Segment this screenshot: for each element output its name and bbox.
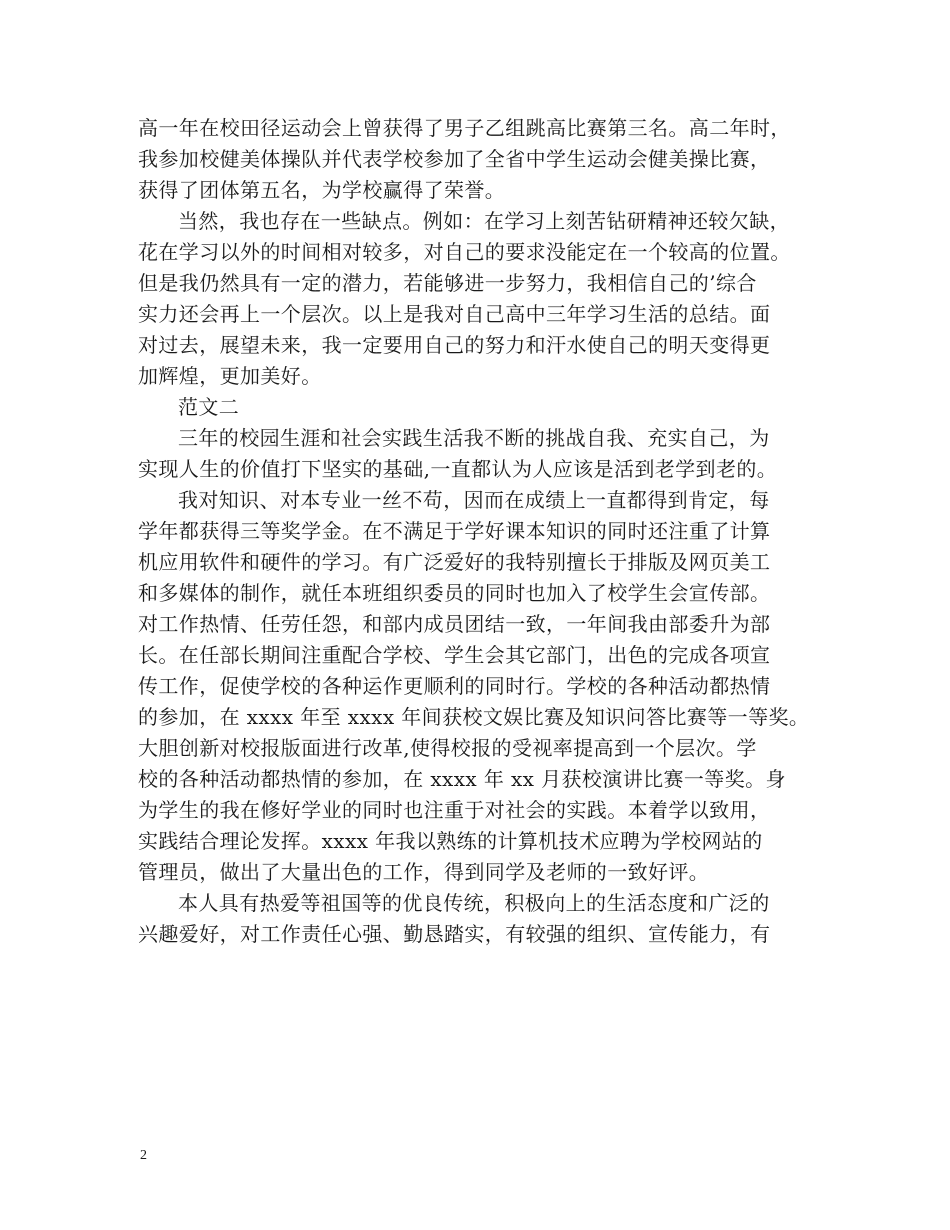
text-line: 我对知识、对本专业一丝不苟，因而在成绩上一直都得到肯定，每 <box>178 488 770 512</box>
text-line: 高一年在校田径运动会上曾获得了男子乙组跳高比赛第三名。高二年时， <box>138 116 791 140</box>
text-line: 实现人生的价值打下坚实的基础,一直都认为人应该是活到老学到老的。 <box>138 457 778 481</box>
text-line: 花在学习以外的时间相对较多，对自己的要求没能定在一个较高的位置。 <box>138 240 791 264</box>
text-line: 实力还会再上一个层次。以上是我对自己高中三年学习生活的总结。面 <box>138 302 771 326</box>
text-line: 我参加校健美体操队并代表学校参加了全省中学生运动会健美操比赛， <box>138 147 771 171</box>
text-line: 传工作，促使学校的各种运作更顺利的同时行。学校的各种活动都热情 <box>138 674 771 698</box>
text-line: 管理员，做出了大量出色的工作，得到同学及老师的一致好评。 <box>138 860 710 884</box>
page-number: 2 <box>140 1148 147 1163</box>
text-line: 学年都获得三等奖学金。在不满足于学好课本知识的同时还注重了计算 <box>138 519 771 543</box>
text-line: 兴趣爱好，对工作责任心强、勤恳踏实，有较强的组织、宣传能力，有 <box>138 922 771 946</box>
text-line: 对过去，展望未来，我一定要用自己的努力和汗水使自己的明天变得更 <box>138 333 771 357</box>
text-line: 获得了团体第五名，为学校赢得了荣誉。 <box>138 178 506 202</box>
text-line: 和多媒体的制作，就任本班组织委员的同时也加入了校学生会宣传部。 <box>138 581 771 605</box>
text-line: 对工作热情、任劳任怨，和部内成员团结一致，一年间我由部委升为部 <box>138 612 771 636</box>
text-line: 本人具有热爱等祖国等的优良传统，积极向上的生活态度和广泛的 <box>178 891 770 915</box>
text-line: 加辉煌，更加美好。 <box>138 364 322 388</box>
text-line: 的参加，在 xxxx 年至 xxxx 年间获校文娱比赛及知识问答比赛等一等奖。 <box>138 705 810 729</box>
text-line: 长。在任部长期间注重配合学校、学生会其它部门，出色的完成各项宣 <box>138 643 771 667</box>
text-line: 机应用软件和硬件的学习。有广泛爱好的我特别擅长于排版及网页美工 <box>138 550 771 574</box>
text-line: 范文二 <box>178 395 240 419</box>
text-line: 为学生的我在修好学业的同时也注重于对社会的实践。本着学以致用， <box>138 798 771 822</box>
text-line: 当然，我也存在一些缺点。例如：在学习上刻苦钻研精神还较欠缺， <box>178 209 790 233</box>
text-line: 大胆创新对校报版面进行改革,使得校报的受视率提高到一个层次。学 <box>138 736 757 760</box>
document-body <box>138 113 838 950</box>
text-line: 校的各种活动都热情的参加，在 xxxx 年 xx 月获校演讲比赛一等奖。身 <box>138 767 786 791</box>
text-line: 实践结合理论发挥。xxxx 年我以熟练的计算机技术应聘为学校网站的 <box>138 829 763 853</box>
text-line: 但是我仍然具有一定的潜力，若能够进一步努力，我相信自己的’综合 <box>138 271 757 295</box>
text-line: 三年的校园生涯和社会实践生活我不断的挑战自我、充实自己，为 <box>178 426 770 450</box>
